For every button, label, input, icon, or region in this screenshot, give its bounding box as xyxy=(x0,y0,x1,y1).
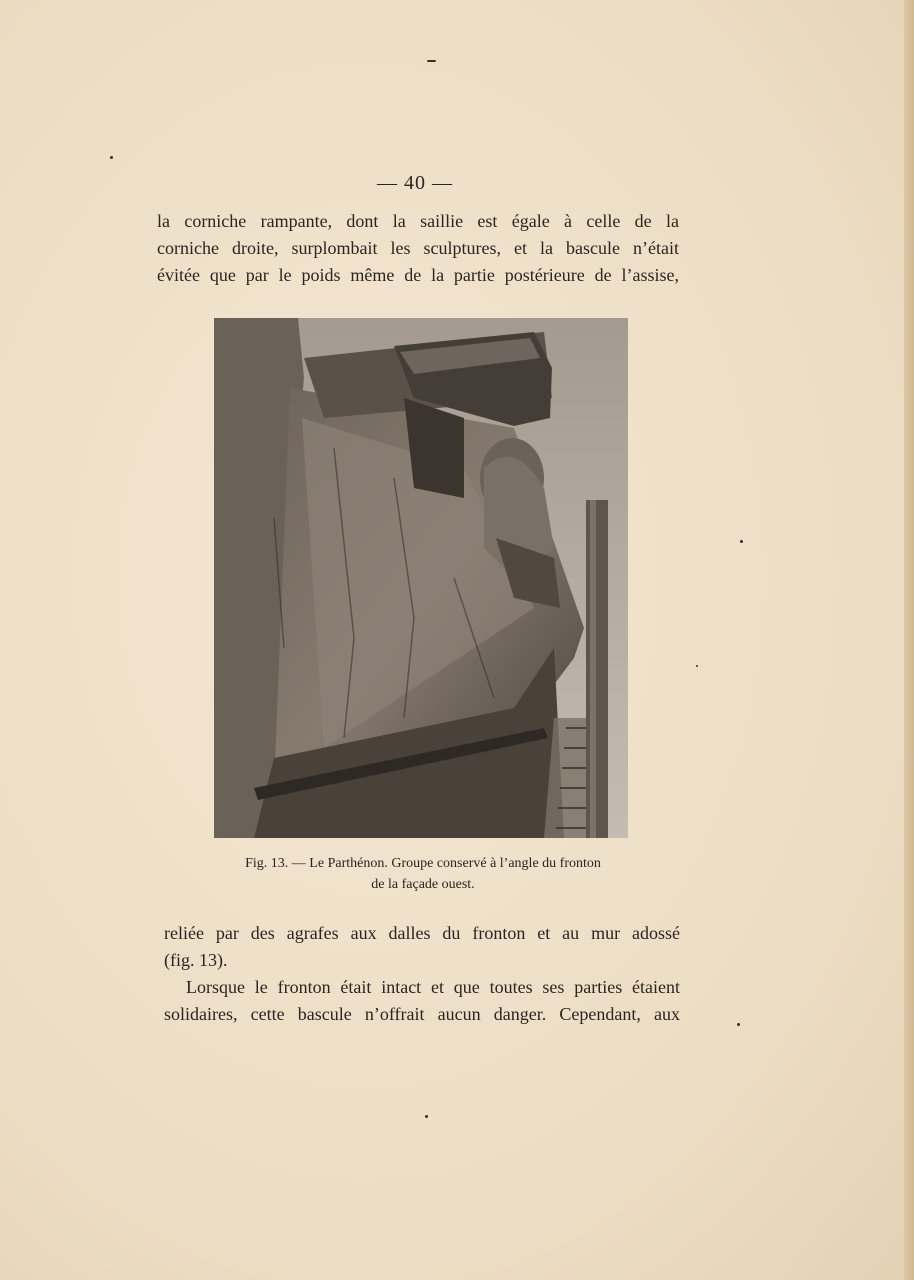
text-line: Lorsque le fronton était intact et que toutes ses parties étaient xyxy=(186,977,680,997)
text-line: corniche droite, surplombait les sculptures, et la bascule n’était xyxy=(157,238,679,258)
print-speck xyxy=(737,1023,740,1026)
print-speck xyxy=(110,156,113,159)
print-speck xyxy=(740,540,743,543)
text-line: reliée par des agrafes aux dalles du fronton et au mur adossé xyxy=(164,923,680,943)
parthenon-photo-illustration xyxy=(214,318,628,838)
text-line: (fig. 13). xyxy=(164,950,228,970)
print-speck xyxy=(425,1115,428,1118)
caption-line: de la façade ouest. xyxy=(371,877,475,892)
figure-photograph xyxy=(214,318,628,838)
paragraph-top xyxy=(157,208,679,289)
page-edge xyxy=(904,0,914,1280)
figure-caption xyxy=(200,853,646,895)
text-line: solidaires, cette bascule n’offrait aucun danger. Cependant, aux xyxy=(164,1004,680,1024)
print-speck xyxy=(427,60,436,62)
paragraph-bottom xyxy=(164,920,680,1028)
caption-line: Fig. 13. — Le Parthénon. Groupe conservé à l’angle du fronton xyxy=(245,856,601,871)
page-number: — 40 — xyxy=(377,172,453,194)
text-line: la corniche rampante, dont la saillie est égale à celle de la xyxy=(157,211,679,231)
text-line: évitée que par le poids même de la partie postérieure de l’assise, xyxy=(157,265,679,285)
print-speck xyxy=(696,665,698,667)
